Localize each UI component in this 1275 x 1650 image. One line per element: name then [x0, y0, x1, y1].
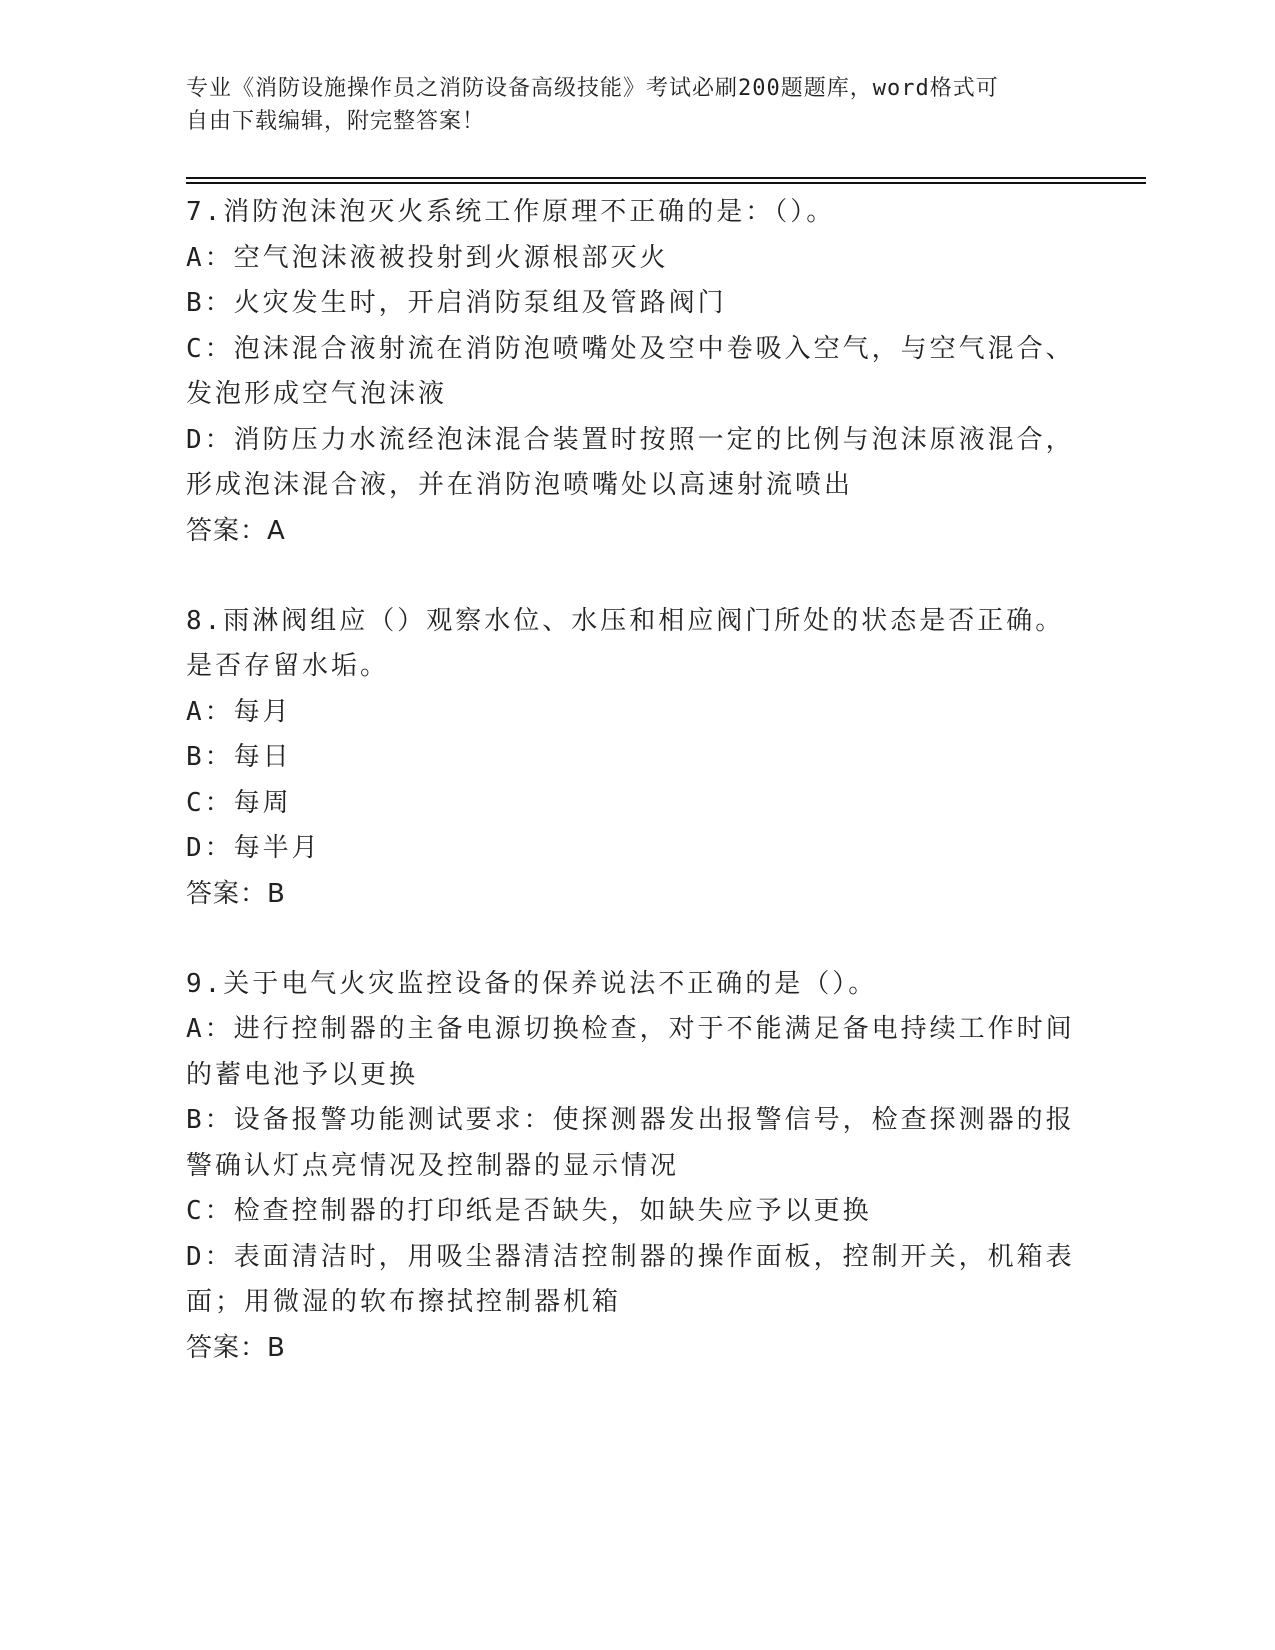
option-b: B：设备报警功能测试要求：使探测器发出报警信号，检查探测器的报警确认灯点亮情况及控制器的显示情况 [186, 1105, 1075, 1181]
header-line-1: 专业《消防设施操作员之消防设备高级技能》考试必刷200题题库，word格式可 [186, 76, 999, 101]
option-a: A：每月 [186, 696, 292, 727]
question-stem: 7.消防泡沫泡灭火系统工作原理不正确的是：（）。 [186, 197, 836, 227]
option-a: A：空气泡沫液被投射到火源根部灭火 [186, 242, 669, 273]
question-7 [186, 190, 1086, 554]
header-divider-bottom [186, 182, 1146, 184]
option-b: B：火灾发生时，开启消防泵组及管路阀门 [186, 288, 727, 318]
answer-line: 答案：B [186, 1332, 286, 1363]
question-8 [186, 599, 1086, 917]
option-c: C：泡沫混合液射流在消防泡喷嘴处及空中卷吸入空气，与空气混合、发泡形成空气泡沫液 [186, 333, 1075, 409]
question-stem: 8.雨淋阀组应（）观察水位、水压和相应阀门所处的状态是否正确。是否存留水垢。 [186, 605, 1065, 681]
document-header [186, 72, 1086, 138]
option-d: D：表面清洁时，用吸尘器清洁控制器的操作面板，控制开关，机箱表面；用微湿的软布擦拭控制器机箱 [186, 1241, 1075, 1317]
question-list [186, 190, 1086, 1416]
header-divider-top [186, 177, 1146, 179]
header-line-2: 自由下载编辑，附完整答案！ [186, 109, 486, 134]
answer-line: 答案：A [186, 515, 286, 546]
option-c: C：检查控制器的打印纸是否缺失，如缺失应予以更换 [186, 1196, 872, 1226]
option-b: B：每日 [186, 742, 292, 772]
answer-line: 答案：B [186, 878, 286, 909]
option-d: D：每半月 [186, 833, 321, 863]
question-stem: 9.关于电气火灾监控设备的保养说法不正确的是（）。 [186, 968, 878, 999]
option-a: A：进行控制器的主备电源切换检查，对于不能满足备电持续工作时间的蓄电池予以更换 [186, 1014, 1075, 1090]
option-c: C：每周 [186, 787, 292, 818]
question-9 [186, 962, 1086, 1371]
option-d: D：消防压力水流经泡沫混合装置时按照一定的比例与泡沫原液混合，形成泡沫混合液，并在消防泡喷嘴处以高速射流喷出 [186, 424, 1075, 500]
